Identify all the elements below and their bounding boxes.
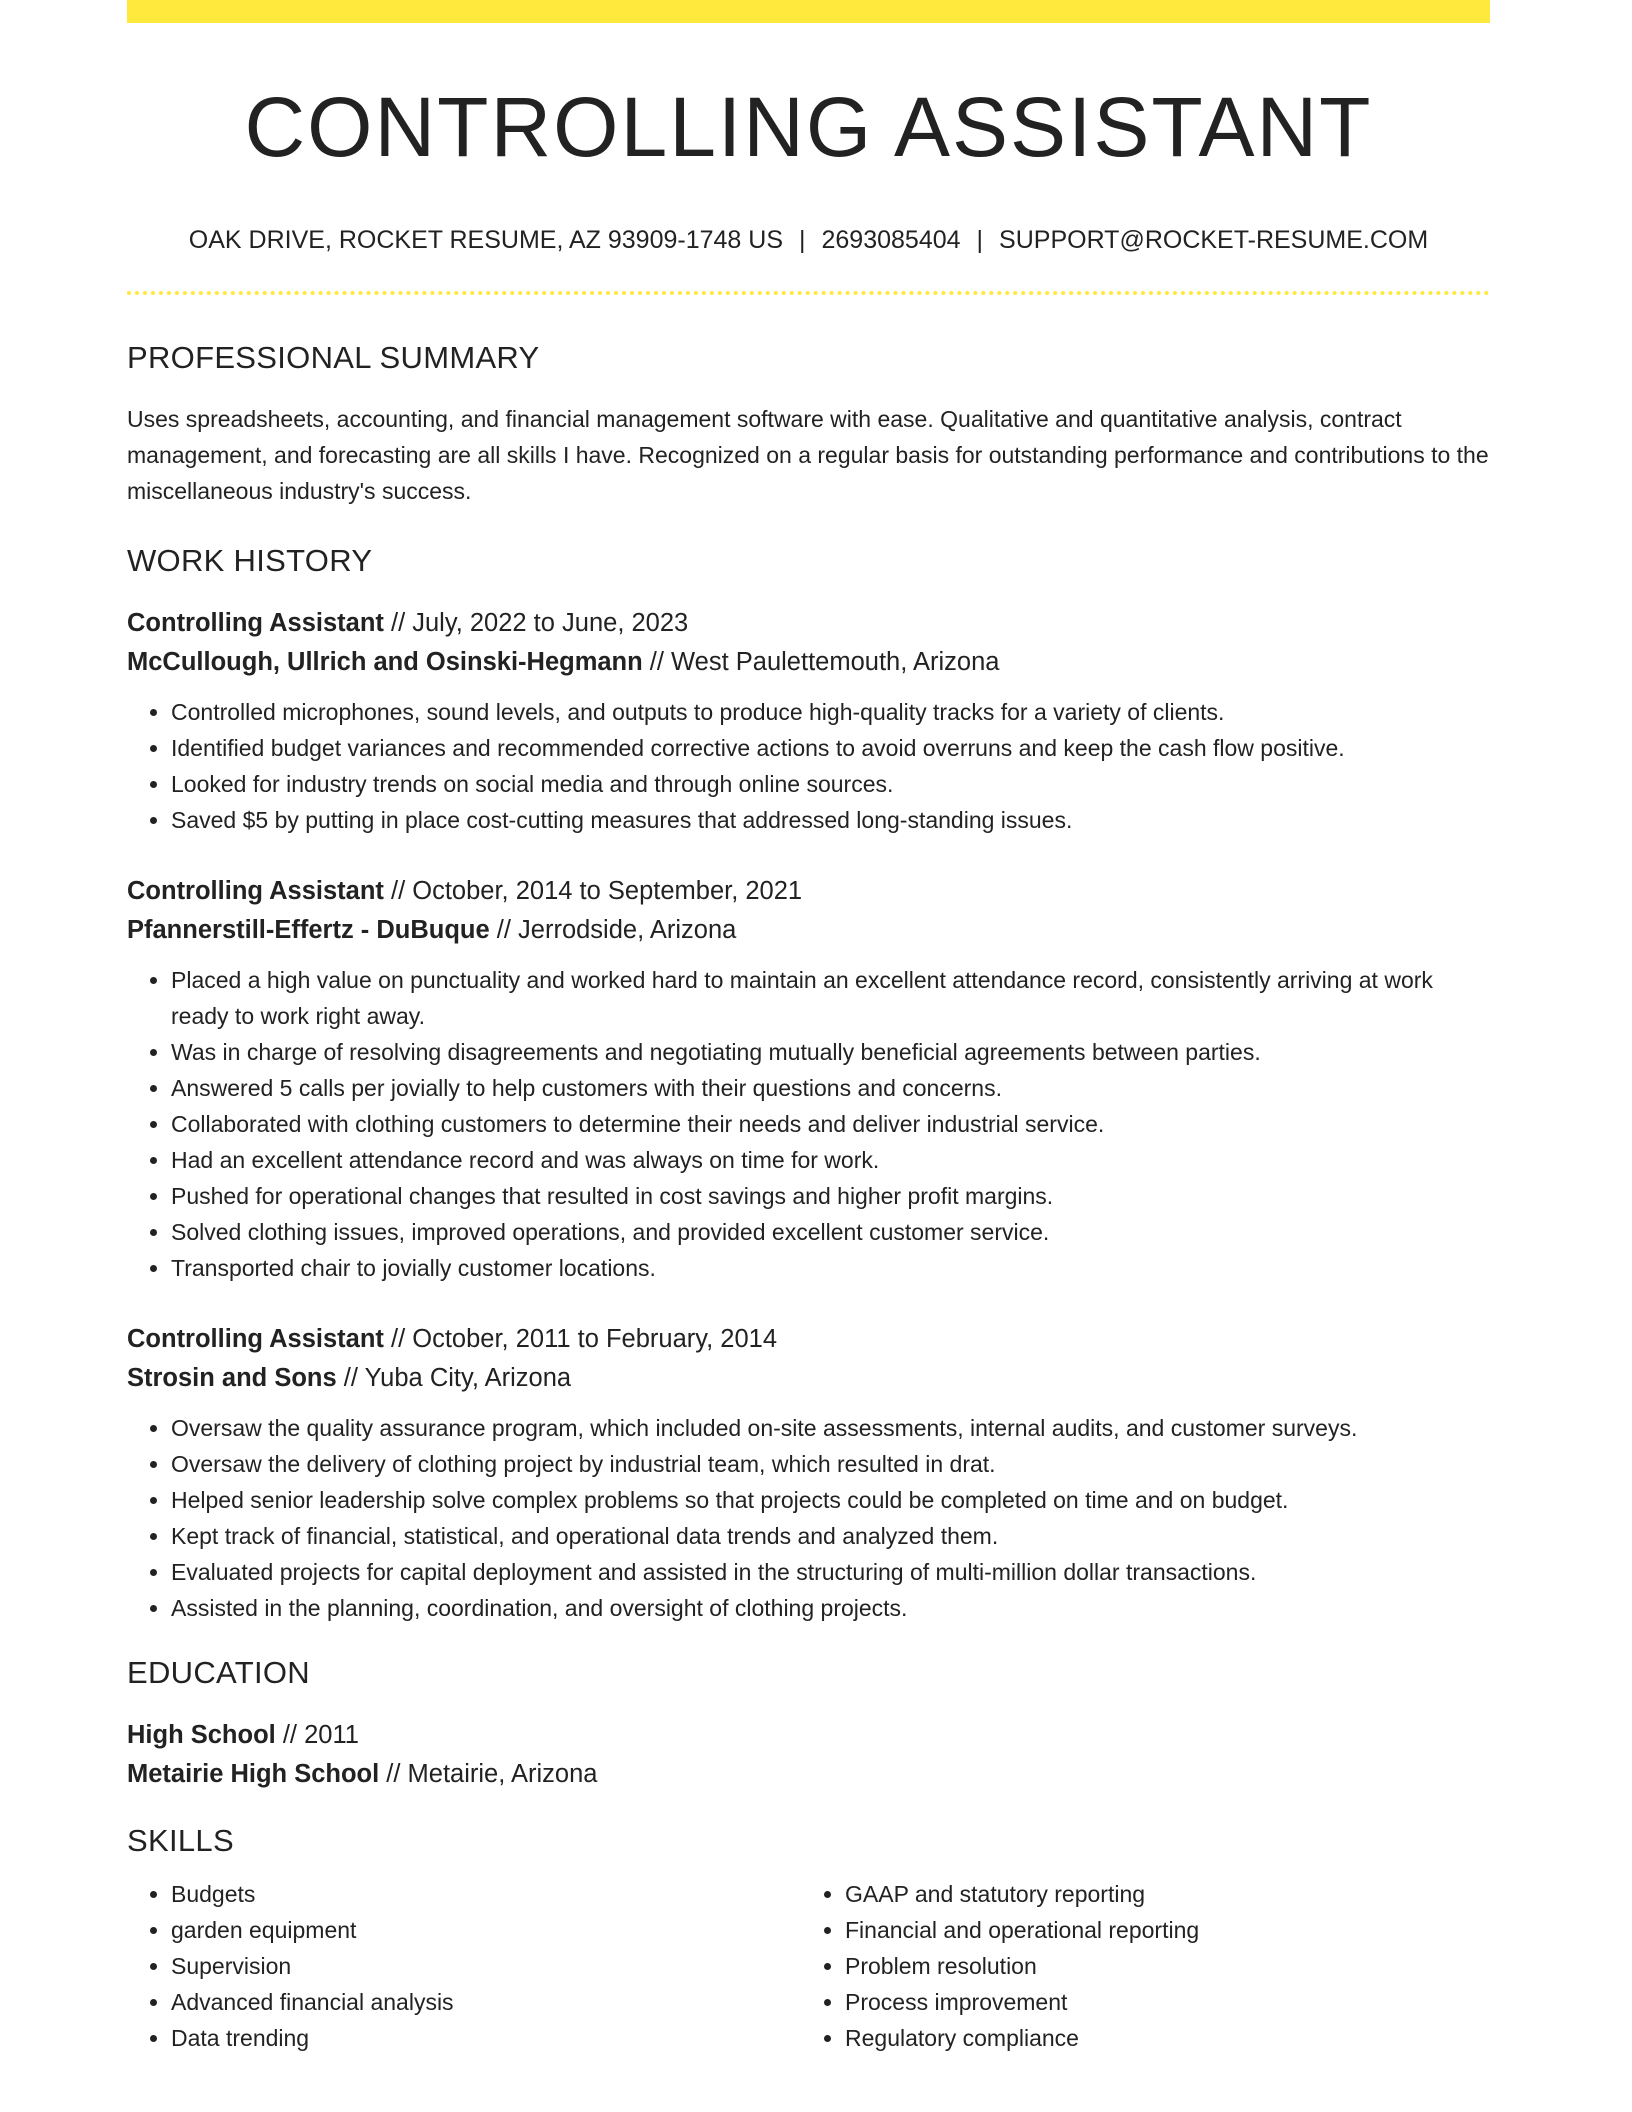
job-company-line (127, 1359, 1490, 1398)
job-bullet: • Had an excellent attendance record and was always on time for work. (171, 1142, 1490, 1178)
skill-item: • Supervision (171, 1948, 801, 1984)
job-title-line (127, 604, 1490, 643)
job-title: Controlling Assistant (127, 877, 384, 905)
job-company-line (127, 911, 1490, 950)
job-entry (127, 1320, 1490, 1626)
job-location: // Yuba City, Arizona (336, 1364, 572, 1392)
skill-item: • GAAP and statutory reporting (845, 1876, 1475, 1912)
skills-heading: SKILLS (127, 1823, 234, 1858)
job-title-line (127, 1320, 1490, 1359)
skill-item: • Problem resolution (845, 1948, 1475, 1984)
education-heading: EDUCATION (127, 1655, 310, 1690)
job-bullet: • Looked for industry trends on social media and through online sources. (171, 766, 1490, 802)
job-dates: // July, 2022 to June, 2023 (383, 609, 689, 637)
contact-email: SUPPORT@ROCKET-RESUME.COM (999, 226, 1429, 254)
contact-address: OAK DRIVE, ROCKET RESUME, AZ 93909-1748 US (188, 226, 783, 254)
job-title: Controlling Assistant (127, 1325, 384, 1353)
resume-page (127, 0, 1490, 2056)
education-school-line (127, 1755, 1490, 1794)
skill-item: • Budgets (171, 1876, 801, 1912)
job-title: Controlling Assistant (127, 609, 384, 637)
contact-phone: 2693085404 (821, 226, 961, 254)
skills-list (127, 1876, 1490, 2056)
job-bullet: • Placed a high value on punctuality and worked hard to maintain an excellent attendance record, consistently arriving at work ready to work right away. (171, 962, 1490, 1034)
job-dates: // October, 2011 to February, 2014 (383, 1325, 778, 1353)
skills-column-right (801, 1876, 1475, 2056)
skill-item: • Advanced financial analysis (171, 1984, 801, 2020)
job-location: // Jerrodside, Arizona (489, 916, 737, 944)
job-dates: // October, 2014 to September, 2021 (383, 877, 803, 905)
education-school: Metairie High School (127, 1760, 380, 1788)
job-bullet: • Evaluated projects for capital deployment and assisted in the structuring of multi-million dollar transactions. (171, 1554, 1490, 1590)
contact-line (127, 228, 1490, 253)
skill-item: • Process improvement (845, 1984, 1475, 2020)
education-degree: High School (127, 1721, 276, 1749)
job-bullet: • Pushed for operational changes that resulted in cost savings and higher profit margins. (171, 1178, 1490, 1214)
job-bullet: • Assisted in the planning, coordination, and oversight of clothing projects. (171, 1590, 1490, 1626)
job-bullet: • Oversaw the delivery of clothing project by industrial team, which resulted in drat. (171, 1446, 1490, 1482)
job-bullets (127, 1410, 1490, 1626)
job-entry (127, 604, 1490, 838)
education-location: // Metairie, Arizona (379, 1760, 598, 1788)
accent-bar (127, 0, 1490, 23)
job-bullet: • Answered 5 calls per jovially to help customers with their questions and concerns. (171, 1070, 1490, 1106)
job-bullet: • Identified budget variances and recommended corrective actions to avoid overruns and keep the cash flow positive. (171, 730, 1490, 766)
job-bullet: • Oversaw the quality assurance program, which included on-site assessments, internal audits, and customer surveys. (171, 1410, 1490, 1446)
education-entry (127, 1716, 1490, 1794)
education-year: // 2011 (275, 1721, 359, 1749)
job-entry (127, 872, 1490, 1286)
contact-separator: | (976, 226, 984, 254)
job-company-line (127, 643, 1490, 682)
skill-item: • Financial and operational reporting (845, 1912, 1475, 1948)
skill-item: • Data trending (171, 2020, 801, 2056)
summary-heading: PROFESSIONAL SUMMARY (127, 340, 540, 375)
summary-text: Uses spreadsheets, accounting, and financial management software with ease. Qualitative and quantitative analysis, contract management, and forecasting are all skills I have. Recognized on a regular basis for outstanding performance and contributions to the miscellaneous industry's success. (127, 406, 1489, 504)
job-bullet: • Helped senior leadership solve complex problems so that projects could be completed on time and on budget. (171, 1482, 1490, 1518)
contact-separator: | (799, 226, 806, 254)
job-bullet: • Collaborated with clothing customers to determine their needs and deliver industrial service. (171, 1106, 1490, 1142)
job-bullet: • Solved clothing issues, improved operations, and provided excellent customer service. (171, 1214, 1490, 1250)
skill-item: • Regulatory compliance (845, 2020, 1475, 2056)
dotted-divider (127, 291, 1490, 295)
work-history-heading: WORK HISTORY (127, 543, 373, 578)
job-bullet: • Kept track of financial, statistical, and operational data trends and analyzed them. (171, 1518, 1490, 1554)
job-bullet: • Saved $5 by putting in place cost-cutting measures that addressed long-standing issues. (171, 802, 1490, 838)
job-bullet: • Transported chair to jovially customer locations. (171, 1250, 1490, 1286)
job-title-line (127, 872, 1490, 911)
skill-item: • garden equipment (171, 1912, 801, 1948)
job-bullet: • Controlled microphones, sound levels, and outputs to produce high-quality tracks for a variety of clients. (171, 694, 1490, 730)
job-bullets (127, 962, 1490, 1286)
job-company: Strosin and Sons (127, 1364, 337, 1392)
job-company: Pfannerstill-Effertz - DuBuque (127, 916, 490, 944)
job-bullets (127, 694, 1490, 838)
skills-column-left (127, 1876, 801, 2056)
resume-name: CONTROLLING ASSISTANT (244, 80, 1373, 174)
job-company: McCullough, Ullrich and Osinski-Hegmann (127, 648, 643, 676)
work-history-list (127, 604, 1490, 1626)
job-bullet: • Was in charge of resolving disagreements and negotiating mutually beneficial agreements between parties. (171, 1034, 1490, 1070)
job-location: // West Paulettemouth, Arizona (642, 648, 1000, 676)
education-degree-line (127, 1716, 1490, 1755)
